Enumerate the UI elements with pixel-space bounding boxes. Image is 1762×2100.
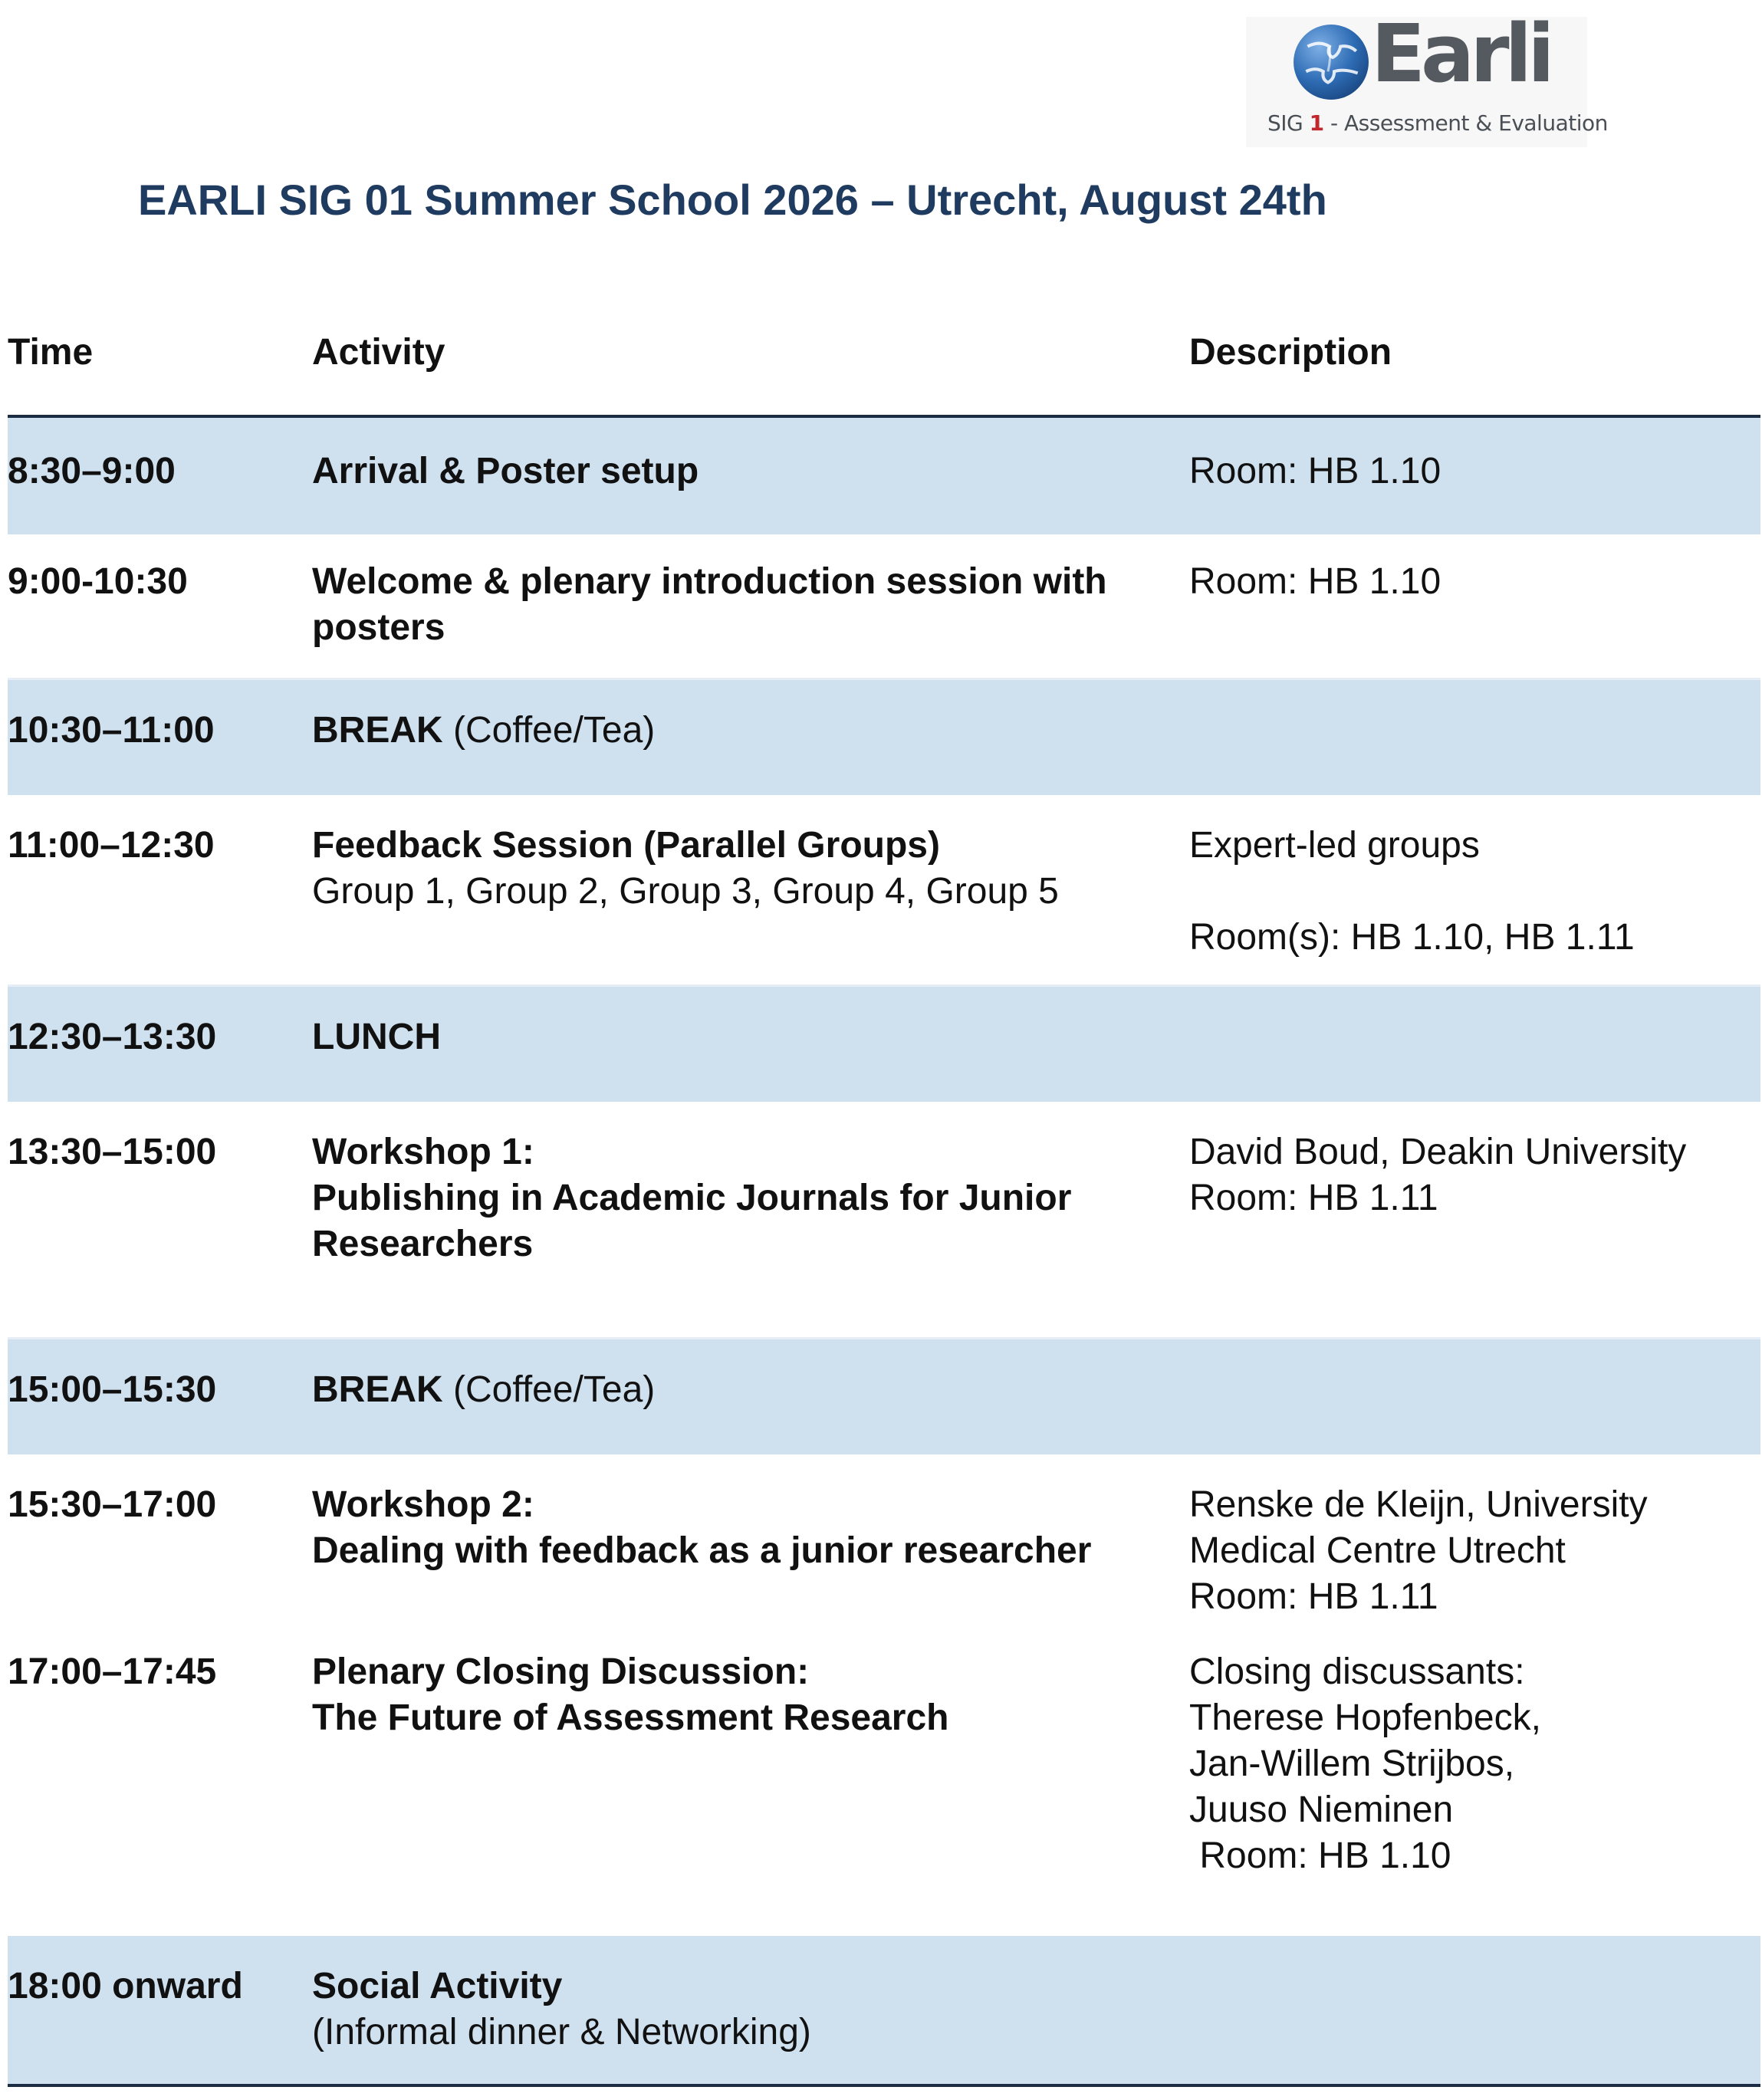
- description-line: Therese Hopfenbeck,: [1189, 1697, 1541, 1738]
- row-time: 13:30–15:00: [8, 1132, 217, 1172]
- description-line: Room: HB 1.10: [1189, 1835, 1451, 1876]
- activity-title: posters: [312, 607, 445, 648]
- activity-title: Workshop 1:: [312, 1132, 534, 1172]
- activity-title: Publishing in Academic Journals for Junior: [312, 1178, 1072, 1218]
- activity-title: Researchers: [312, 1224, 534, 1264]
- table-row: [8, 987, 1760, 1102]
- row-description: [1189, 559, 1757, 605]
- row-activity: [312, 1129, 1171, 1267]
- header-time: Time: [8, 332, 94, 373]
- activity-title: Arrival & Poster setup: [312, 451, 699, 491]
- description-gap: [1189, 869, 1757, 915]
- row-activity: [312, 823, 1171, 915]
- activity-note: (Coffee/Tea): [442, 1369, 656, 1410]
- activity-note: (Coffee/Tea): [442, 710, 656, 751]
- logo-wordmark: Earli: [1371, 7, 1550, 100]
- row-activity: [312, 559, 1171, 651]
- row-description: [1189, 449, 1757, 495]
- description-line: Room: HB 1.11: [1189, 1576, 1438, 1617]
- row-description: [1189, 823, 1757, 961]
- activity-title: Welcome & plenary introduction session with: [312, 561, 1107, 602]
- page-title: EARLI SIG 01 Summer School 2026 – Utrecht, August 24th: [138, 176, 1327, 224]
- description-line: Renske de Kleijn, University: [1189, 1484, 1648, 1525]
- logo-tagline: [1267, 110, 1608, 136]
- description-line: Room: HB 1.10: [1189, 451, 1441, 491]
- row-description: [1189, 1482, 1757, 1620]
- activity-title: Dealing with feedback as a junior researcher: [312, 1530, 1092, 1571]
- earli-logo: [1246, 7, 1608, 147]
- row-activity: [312, 449, 1171, 495]
- header-description: Description: [1189, 332, 1392, 373]
- table-row: [8, 680, 1760, 795]
- description-line: Room(s): HB 1.10, HB 1.11: [1189, 917, 1635, 958]
- row-time: 15:30–17:00: [8, 1484, 217, 1525]
- table-row: [8, 1936, 1760, 2084]
- row-activity: [312, 708, 1171, 754]
- activity-title: BREAK: [312, 1369, 443, 1410]
- header-activity: Activity: [312, 332, 445, 373]
- table-row: [8, 418, 1760, 534]
- description-line: Closing discussants:: [1189, 1651, 1525, 1692]
- row-time: 11:00–12:30: [8, 825, 215, 866]
- globe-puzzle-icon: [1292, 23, 1370, 101]
- table-row: [8, 1646, 1760, 1936]
- activity-title: LUNCH: [312, 1017, 441, 1057]
- row-time: 18:00 onward: [8, 1966, 243, 2006]
- logo-tagline-suffix: - Assessment & Evaluation: [1323, 110, 1608, 136]
- logo-tagline-number: 1: [1309, 110, 1324, 136]
- row-activity: [312, 1482, 1171, 1574]
- row-time: 12:30–13:30: [8, 1017, 217, 1057]
- row-description: [1189, 1129, 1757, 1221]
- row-activity: [312, 1964, 1171, 2056]
- row-time: 8:30–9:00: [8, 451, 176, 491]
- activity-detail: (Informal dinner & Networking): [312, 2012, 811, 2052]
- activity-title: BREAK: [312, 710, 443, 751]
- logo-tagline-prefix: SIG: [1267, 110, 1310, 136]
- row-time: 17:00–17:45: [8, 1651, 217, 1692]
- activity-detail: Group 1, Group 2, Group 3, Group 4, Group 5: [312, 871, 1059, 912]
- activity-title: Social Activity: [312, 1966, 563, 2006]
- table-row: [8, 795, 1760, 987]
- description-line: Room: HB 1.11: [1189, 1178, 1438, 1218]
- activity-title: Feedback Session (Parallel Groups): [312, 825, 940, 866]
- activity-title: Workshop 2:: [312, 1484, 534, 1525]
- row-activity: [312, 1649, 1171, 1741]
- row-time: 9:00-10:30: [8, 561, 188, 602]
- description-line: Jan-Willem Strijbos,: [1189, 1743, 1515, 1784]
- row-time: 15:00–15:30: [8, 1369, 217, 1410]
- row-activity: [312, 1014, 1171, 1060]
- description-line: Juuso Nieminen: [1189, 1789, 1454, 1830]
- row-description: [1189, 1649, 1757, 1879]
- activity-title: The Future of Assessment Research: [312, 1697, 949, 1738]
- table-row: [8, 1102, 1760, 1339]
- table-row: [8, 534, 1760, 680]
- description-line: David Boud, Deakin University: [1189, 1132, 1687, 1172]
- table-row: [8, 1454, 1760, 1646]
- description-line: Expert-led groups: [1189, 825, 1480, 866]
- table-row: [8, 1339, 1760, 1454]
- row-time: 10:30–11:00: [8, 710, 215, 751]
- activity-title: Plenary Closing Discussion:: [312, 1651, 810, 1692]
- description-line: Medical Centre Utrecht: [1189, 1530, 1566, 1571]
- row-activity: [312, 1367, 1171, 1413]
- table-bottom-rule: [8, 2084, 1760, 2087]
- description-line: Room: HB 1.10: [1189, 561, 1441, 602]
